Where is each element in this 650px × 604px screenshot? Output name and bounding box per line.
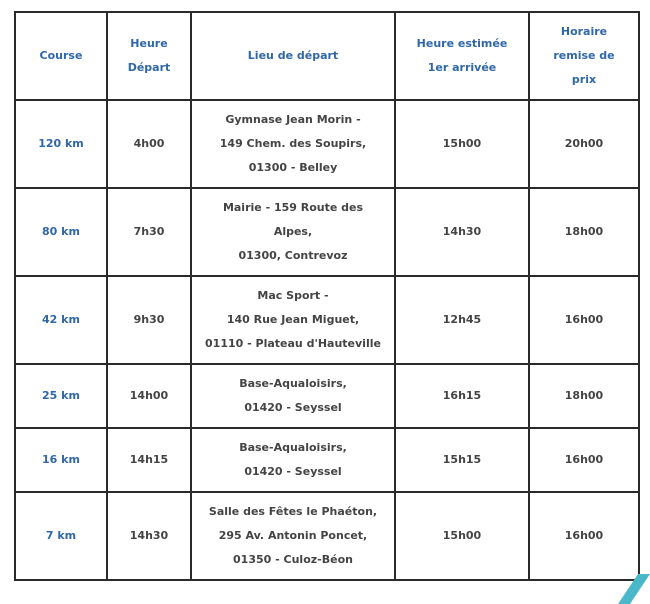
lieu-cell: Salle des Fêtes le Phaéton, 295 Av. Antonin Poncet, 01350 - Culoz-Béon (191, 492, 395, 580)
course-cell: 42 km (15, 276, 107, 364)
table-row (15, 428, 639, 492)
course-cell: 80 km (15, 188, 107, 276)
course-cell: 25 km (15, 364, 107, 428)
course-cell: 120 km (15, 100, 107, 188)
course-cell: 16 km (15, 428, 107, 492)
arrivee-cell: 16h15 (395, 364, 529, 428)
arrivee-cell: 12h45 (395, 276, 529, 364)
header-heure-depart: Heure Départ (107, 12, 191, 100)
lieu-cell: Base-Aqualoisirs, 01420 - Seyssel (191, 364, 395, 428)
depart-cell: 9h30 (107, 276, 191, 364)
arrivee-cell: 15h00 (395, 100, 529, 188)
header-lieu-depart: Lieu de départ (191, 12, 395, 100)
depart-cell: 4h00 (107, 100, 191, 188)
lieu-cell: Gymnase Jean Morin - 149 Chem. des Soupirs, 01300 - Belley (191, 100, 395, 188)
depart-cell: 7h30 (107, 188, 191, 276)
prix-cell: 16h00 (529, 428, 639, 492)
header-remise-prix: Horaire remise de prix (529, 12, 639, 100)
arrivee-cell: 15h00 (395, 492, 529, 580)
table-row (15, 188, 639, 276)
depart-cell: 14h15 (107, 428, 191, 492)
course-cell: 7 km (15, 492, 107, 580)
prix-cell: 16h00 (529, 276, 639, 364)
prix-cell: 18h00 (529, 364, 639, 428)
table-row (15, 492, 639, 580)
table-row (15, 100, 639, 188)
race-schedule-table (14, 11, 640, 581)
depart-cell: 14h00 (107, 364, 191, 428)
prix-cell: 20h00 (529, 100, 639, 188)
header-heure-arrivee: Heure estimée 1er arrivée (395, 12, 529, 100)
table-row (15, 364, 639, 428)
table-row (15, 276, 639, 364)
depart-cell: 14h30 (107, 492, 191, 580)
arrivee-cell: 15h15 (395, 428, 529, 492)
header-course: Course (15, 12, 107, 100)
lieu-cell: Mac Sport - 140 Rue Jean Miguet, 01110 - Plateau d'Hauteville (191, 276, 395, 364)
prix-cell: 16h00 (529, 492, 639, 580)
lieu-cell: Base-Aqualoisirs, 01420 - Seyssel (191, 428, 395, 492)
table-header-row (15, 12, 639, 100)
arrivee-cell: 14h30 (395, 188, 529, 276)
prix-cell: 18h00 (529, 188, 639, 276)
decorative-stripe-icon (610, 574, 650, 604)
lieu-cell: Mairie - 159 Route des Alpes, 01300, Contrevoz (191, 188, 395, 276)
